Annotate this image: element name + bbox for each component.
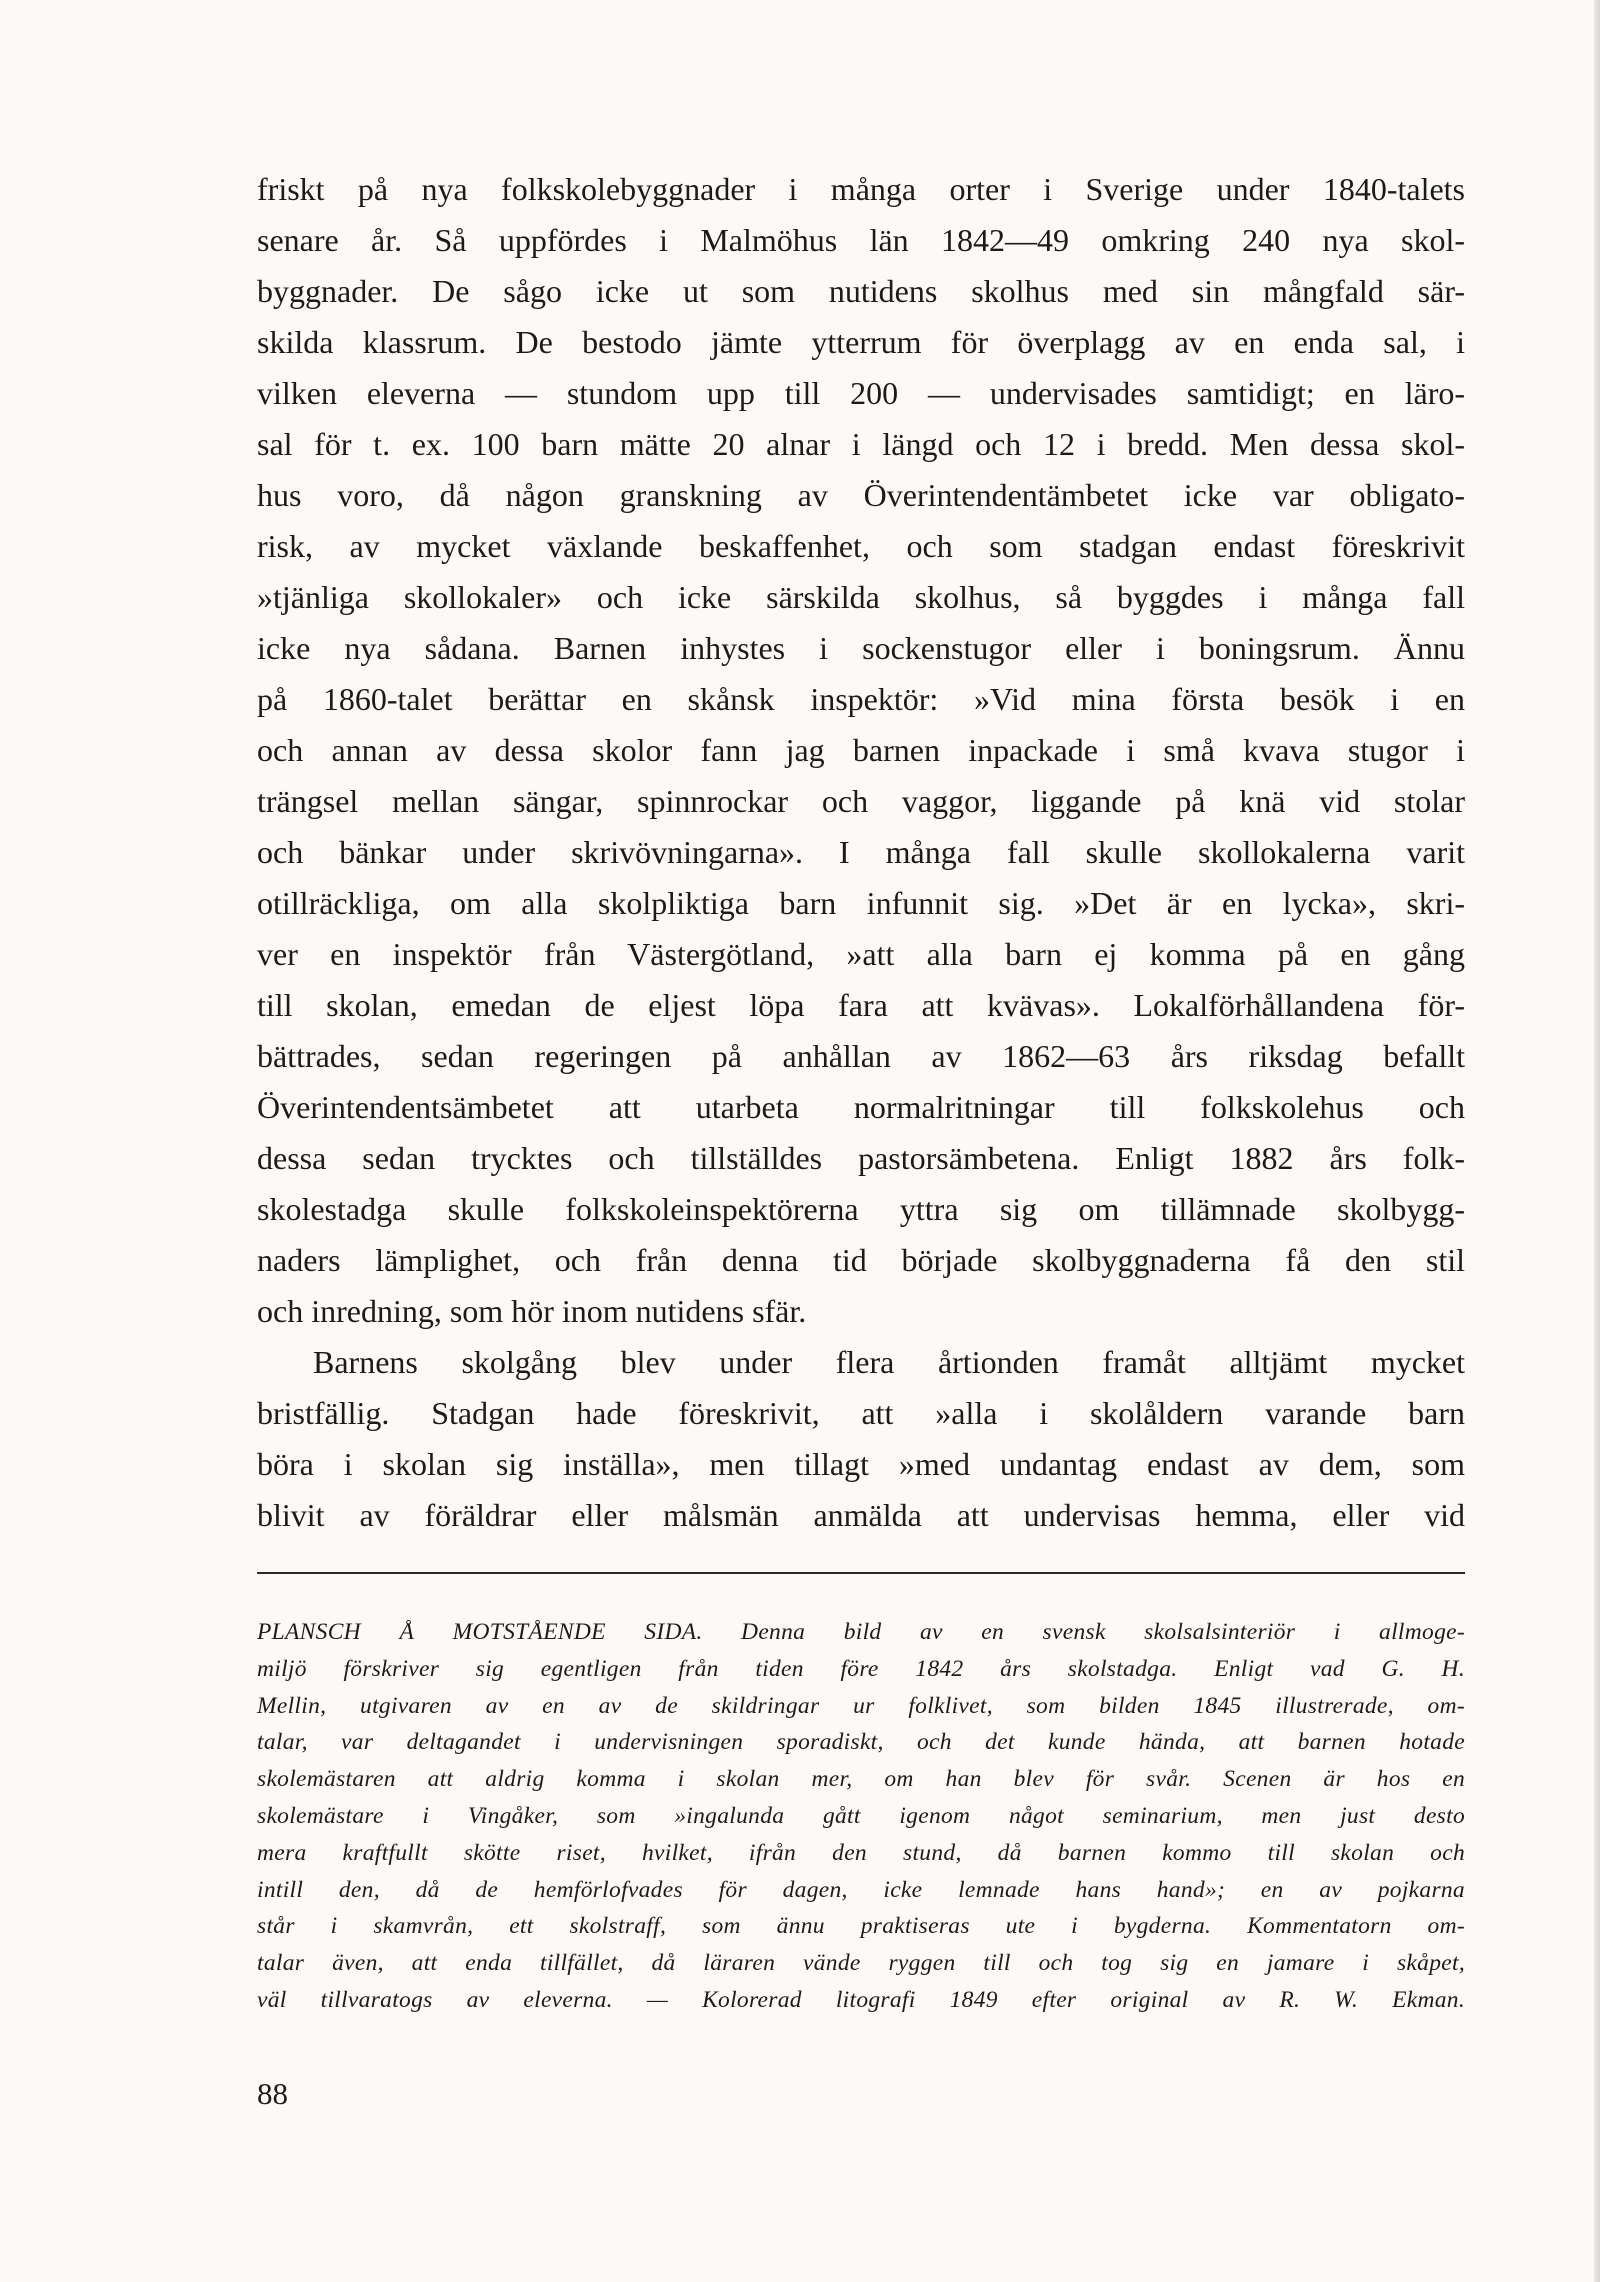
text-line: Överintendentsämbetet att utarbeta normalritningar till folkskolehus och: [257, 1089, 1465, 1125]
text-line: risk, av mycket växlande beskaffenhet, och som stadgan endast föreskrivit: [257, 528, 1465, 564]
text-line: blivit av föräldrar eller målsmän anmälda att undervisas hemma, eller vid: [257, 1497, 1465, 1533]
text-line: skolestadga skulle folkskoleinspektörerna yttra sig om tillämnade skolbygg-: [257, 1191, 1465, 1227]
text-line: trängsel mellan sängar, spinnrockar och vaggor, liggande på knä vid stolar: [257, 783, 1465, 819]
text-line: böra i skolan sig inställa», men tillagt »med undantag endast av dem, som: [257, 1446, 1465, 1482]
caption-line: PLANSCH Å MOTSTÅENDE SIDA. Denna bild av en svensk skolsalsinteriör i allmoge-: [257, 1619, 1465, 1645]
caption-line: står i skamvrån, ett skolstraff, som ännu praktiseras ute i bygderna. Kommentatorn om-: [257, 1913, 1465, 1940]
text-line: naders lämplighet, och från denna tid började skolbyggnaderna få den stil: [257, 1242, 1465, 1278]
caption-line: väl tillvaratogs av eleverna. — Kolorerad litografi 1849 efter original av R. W. Ekman.: [257, 1986, 1465, 2013]
text-line: otillräckliga, om alla skolpliktiga barn infunnit sig. »Det är en lycka», skri-: [257, 885, 1465, 921]
caption-divider: [257, 1572, 1465, 1574]
caption-line: skolemästaren att aldrig komma i skolan mer, om han blev för svår. Scenen är hos en: [257, 1766, 1465, 1793]
text-line: och annan av dessa skolor fann jag barnen inpackade i små kvava stugor i: [257, 732, 1465, 768]
caption-line: talar, var deltagandet i undervisningen sporadiskt, och det kunde hända, att barnen hotade: [257, 1729, 1465, 1756]
caption-line: mera kraftfullt skötte riset, hvilket, ifrån den stund, då barnen kommo till skolan och: [257, 1839, 1465, 1866]
paragraph-first-line: Barnens skolgång blev under flera årtionden framåt alltjämt mycket: [313, 1344, 1465, 1380]
text-line: ver en inspektör från Västergötland, »att alla barn ej komma på en gång: [257, 936, 1465, 972]
text-line: hus voro, då någon granskning av Överintendentämbetet icke var obligato-: [257, 477, 1465, 513]
text-line: bättrades, sedan regeringen på anhållan av 1862—63 års riksdag befallt: [257, 1038, 1465, 1074]
text-line: sal för t. ex. 100 barn mätte 20 alnar i längd och 12 i bredd. Men dessa skol-: [257, 426, 1465, 462]
text-line: senare år. Så uppfördes i Malmöhus län 1842—49 omkring 240 nya skol-: [257, 222, 1465, 258]
text-line: byggnader. De sågo icke ut som nutidens skolhus med sin mångfald sär-: [257, 273, 1465, 309]
text-line: dessa sedan trycktes och tillställdes pastorsämbetena. Enligt 1882 års folk-: [257, 1140, 1465, 1176]
page-number: 88: [257, 2076, 288, 2111]
text-line: till skolan, emedan de eljest löpa fara att kvävas». Lokalförhållandena för-: [257, 987, 1465, 1023]
text-line: vilken eleverna — stundom upp till 200 — undervisades samtidigt; en lärо-: [257, 375, 1465, 411]
page-edge: [1594, 0, 1600, 2282]
text-line: och bänkar under skrivövningarna». I många fall skulle skollokalerna varit: [257, 834, 1465, 870]
text-line: friskt på nya folkskolebyggnader i många orter i Sverige under 1840-talets: [257, 171, 1465, 207]
text-line: skilda klassrum. De bestodo jämte ytterrum för överplagg av en enda sal, i: [257, 324, 1465, 360]
text-line: icke nya sådana. Barnen inhystes i sockenstugor eller i boningsrum. Ännu: [257, 630, 1465, 666]
caption-line: intill den, då de hemförlofvades för dagen, icke lemnade hans hand»; en av pojkarna: [257, 1876, 1465, 1903]
caption-line: miljö förskriver sig egentligen från tiden före 1842 års skolstadga. Enligt vad G. H.: [257, 1655, 1465, 1682]
caption-line: Mellin, utgivaren av en av de skildringar ur folklivet, som bilden 1845 illustrerade, om-: [257, 1692, 1465, 1719]
caption-line: talar även, att enda tillfället, då läraren vände ryggen till och tog sig en jamare i skåpet,: [257, 1950, 1465, 1977]
body-text: [257, 164, 1465, 1541]
text-line: och inredning, som hör inom nutidens sfär.: [257, 1293, 807, 1329]
text-line: »tjänliga skollokaler» och icke särskilda skolhus, så byggdes i många fall: [257, 579, 1465, 615]
text-line: bristfällig. Stadgan hade föreskrivit, att »alla i skolåldern varande barn: [257, 1395, 1465, 1431]
plate-caption: [257, 1614, 1465, 2019]
text-line: på 1860-talet berättar en skånsk inspektör: »Vid mina första besök i en: [257, 681, 1465, 717]
caption-line: skolemästare i Vingåker, som »ingalunda gått igenom något seminarium, men just desto: [257, 1802, 1465, 1829]
